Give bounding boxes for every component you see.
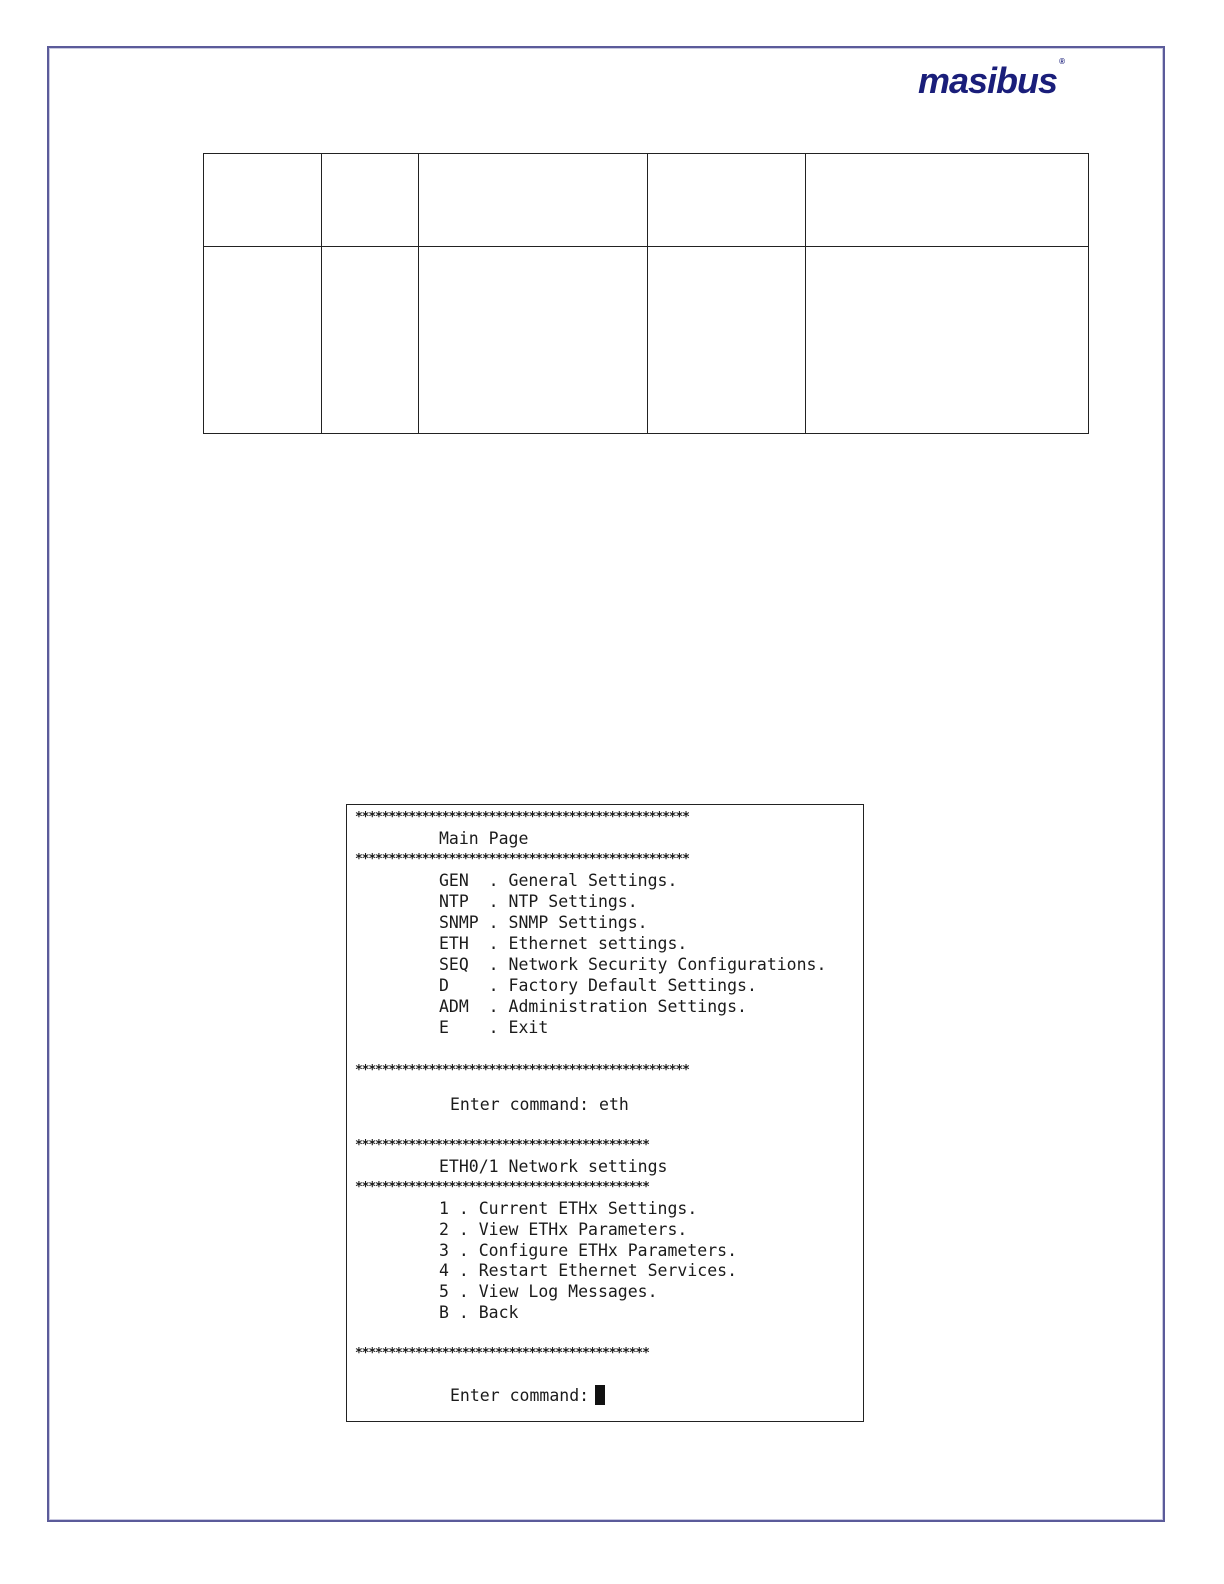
main-page-title: Main Page	[439, 829, 529, 848]
spec-table	[203, 153, 1089, 434]
eth-menu-item-1: 1 . Current ETHx Settings.	[439, 1199, 698, 1218]
table-cell	[648, 154, 806, 247]
separator-stars: ********************************************	[355, 1346, 649, 1361]
table-cell	[204, 154, 322, 247]
menu-item-snmp: SNMP . SNMP Settings.	[439, 913, 648, 932]
menu-item-gen: GEN . General Settings.	[439, 871, 678, 890]
table-row	[204, 247, 1089, 434]
menu-item-factory-default: D . Factory Default Settings.	[439, 976, 757, 995]
table-cell	[419, 154, 648, 247]
menu-item-adm: ADM . Administration Settings.	[439, 997, 747, 1016]
command-prompt-2	[450, 1385, 605, 1406]
command-prompt-1: Enter command: eth	[450, 1095, 629, 1114]
separator-stars: **************************************************	[355, 810, 689, 825]
separator-stars: ********************************************	[355, 1138, 649, 1153]
table-cell	[806, 154, 1089, 247]
eth-menu-item-5: 5 . View Log Messages.	[439, 1282, 658, 1301]
terminal-screenshot	[346, 804, 864, 1422]
menu-item-ntp: NTP . NTP Settings.	[439, 892, 638, 911]
table-cell	[322, 154, 419, 247]
table-cell	[648, 247, 806, 434]
eth-menu-item-4: 4 . Restart Ethernet Services.	[439, 1261, 738, 1280]
table-cell	[419, 247, 648, 434]
eth-menu-item-3: 3 . Configure ETHx Parameters.	[439, 1241, 738, 1260]
prompt-label: Enter command:	[450, 1386, 590, 1405]
eth-menu-item-back: B . Back	[439, 1303, 519, 1322]
menu-item-exit: E . Exit	[439, 1018, 549, 1037]
table-cell	[204, 247, 322, 434]
masibus-logo: masibus ®	[918, 57, 1064, 101]
eth-menu-item-2: 2 . View ETHx Parameters.	[439, 1220, 688, 1239]
menu-item-seq: SEQ . Network Security Configurations.	[439, 955, 827, 974]
eth-settings-title: ETH0/1 Network settings	[439, 1157, 668, 1176]
separator-stars: **************************************************	[355, 1063, 689, 1078]
table-cell	[322, 247, 419, 434]
text-cursor	[595, 1385, 605, 1405]
menu-item-eth: ETH . Ethernet settings.	[439, 934, 688, 953]
separator-stars: **************************************************	[355, 852, 689, 867]
separator-stars: ********************************************	[355, 1180, 649, 1195]
table-row	[204, 154, 1089, 247]
table-cell	[806, 247, 1089, 434]
